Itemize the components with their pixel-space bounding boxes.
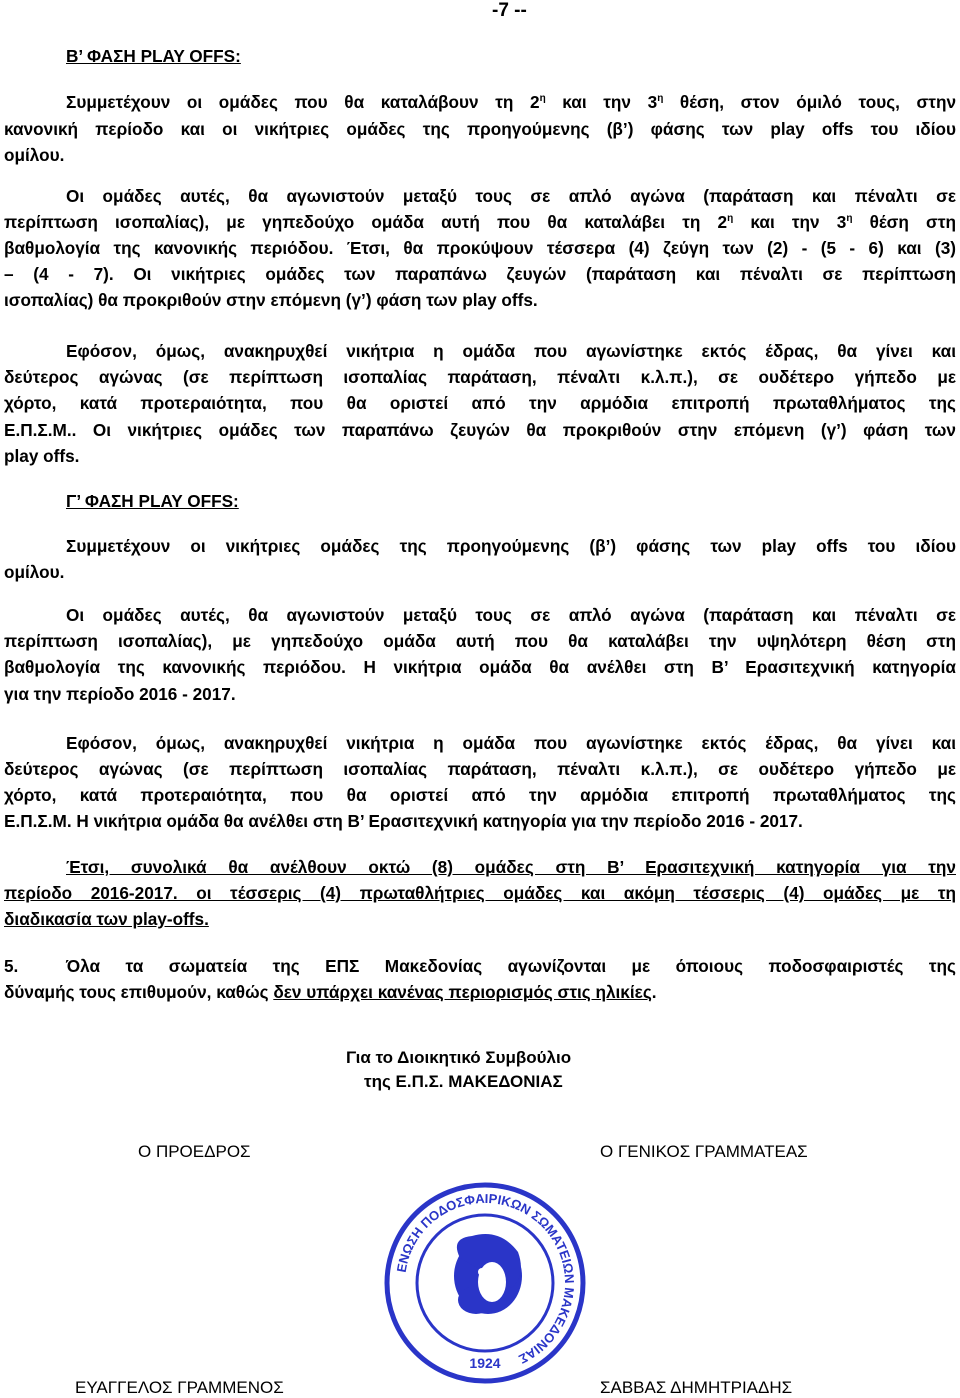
sec-c-p2-line: περίπτωση ισοπαλίας), με γηπεδούχο ομάδα αυτή που θα καταλάβει την υψηλότερη θέση στη: [4, 631, 956, 651]
sec-b-p2-line: – (4 - 7). Οι νικήτριες ομάδες των παραπάνω ζευγών (παράταση και πέναλτι σε περίπτωση: [4, 264, 956, 284]
seal-head-highlights: [478, 1262, 506, 1302]
sec-b-p3-line: Ε.Π.Σ.Μ.. Οι νικήτριες ομάδες των παραπάνω ζευγών θα προκριθούν στην επόμενη (γ’) φάση των: [4, 420, 956, 440]
sec-c-p3-line: χόρτο, κατά προτεραιότητα, που θα οριστεί από την αρμόδια επιτροπή πρωταθλήματος της: [4, 785, 956, 805]
secretary-name: ΣΑΒΒΑΣ ΔΗΜΗΤΡΙΑΔΗΣ: [600, 1378, 793, 1397]
sec-c-p1-line: Συμμετέχουν οι νικήτριες ομάδες της προηγούμενης (β’) φάσης των play offs του ιδίου: [66, 536, 956, 556]
section-c-heading: Γ’ ΦΑΣΗ PLAY OFFS:: [66, 491, 239, 511]
sec-b-p1-line: Συμμετέχουν οι ομάδες που θα καταλάβουν τη $2^\eta$ και την $3^\eta$ θέση, στον όμιλό τους, στην: [66, 92, 957, 112]
signature-board-line: Για το Διοικητικό Συμβούλιο: [346, 1048, 572, 1067]
summary-line: περίοδο 2016-2017. οι τέσσερις (4) πρωταθλήτριες ομάδες και ακόμη τέσσερις (4) ομάδες με τη: [4, 883, 956, 903]
sec-b-p1-line: ομίλου.: [4, 145, 65, 165]
sec-b-p3-line: Εφόσον, όμως, ανακηρυχθεί νικήτρια η ομάδα που αγωνίστηκε εκτός έδρας, θα γίνει και: [66, 341, 956, 361]
signature-association-line: της Ε.Π.Σ. ΜΑΚΕΔΟΝΙΑΣ: [364, 1072, 563, 1091]
sec-c-p3-line: Εφόσον, όμως, ανακηρυχθεί νικήτρια η ομάδα που αγωνίστηκε εκτός έδρας, θα γίνει και: [66, 733, 956, 753]
sec-b-p2-line: περίπτωση ισοπαλίας), με γηπεδούχο ομάδα αυτή που θα καταλάβει τη $2^\eta$ και την $3^\eta$ θέση στη: [4, 212, 956, 232]
section-b-heading: Β’ ΦΑΣΗ PLAY OFFS:: [66, 46, 241, 66]
president-name: ΕΥΑΓΓΕΛΟΣ ΓΡΑΜΜΕΝΟΣ: [75, 1378, 284, 1397]
seal-year: 1924: [469, 1355, 501, 1371]
sec-b-p2-line: βαθμολογία της κανονικής περιόδου. Έτσι, θα προκύψουν τέσσερα (4) ζεύγη των (2) - (5 - 6) και (3): [4, 238, 956, 258]
summary-line: διαδικασία των play-offs.: [4, 909, 209, 929]
sec-c-p3-line: δεύτερος αγώνας (σε περίπτωση ισοπαλίας παράταση, πέναλτι κ.λ.π.), σε ουδέτερο γήπεδο με: [4, 759, 956, 779]
item-5-line: Όλα τα σωματεία της ΕΠΣ Μακεδονίας αγωνίζονται με όποιους ποδοσφαιριστές της: [66, 956, 956, 976]
sec-c-p2-line: για την περίοδο 2016 - 2017.: [4, 684, 236, 704]
sec-c-p2-line: Οι ομάδες αυτές, θα αγωνιστούν μεταξύ τους σε απλό αγώνα (παράταση και πέναλτι σε: [66, 605, 956, 625]
sec-b-p3-line: δεύτερος αγώνας (σε περίπτωση ισοπαλίας παράταση, πέναλτι κ.λ.π.), σε ουδέτερο γήπεδο με: [4, 367, 956, 387]
secretary-title: Ο ΓΕΝΙΚΟΣ ΓΡΑΜΜΑΤΕΑΣ: [600, 1142, 808, 1161]
sec-c-p2-line: βαθμολογία της κανονικής περιόδου. Η νικήτρια ομάδα θα ανέλθει στη Β’ Ερασιτεχνική κατηγορία: [4, 657, 956, 677]
sec-b-p1-line: κανονική περίοδο και οι νικήτριες ομάδες της προηγούμενης (β’) φάσης των play offs του ιδίου: [4, 119, 956, 139]
item-5-number: 5.: [4, 956, 19, 976]
association-seal: [380, 1178, 590, 1388]
sec-b-p3-line: play offs.: [4, 446, 80, 466]
sec-c-p1-line: ομίλου.: [4, 562, 65, 582]
sec-b-p2-line: Οι ομάδες αυτές, θα αγωνιστούν μεταξύ τους σε απλό αγώνα (παράταση και πέναλτι σε: [66, 186, 956, 206]
summary-line: Έτσι, συνολικά θα ανέλθουν οκτώ (8) ομάδες στη Β’ Ερασιτεχνική κατηγορία για την: [66, 857, 956, 877]
sec-b-p2-line: ισοπαλίας) θα προκριθούν στην επόμενη (γ’) φάση των play offs.: [4, 290, 538, 310]
sec-c-p3-line: Ε.Π.Σ.Μ. Η νικήτρια ομάδα θα ανέλθει στη Β’ Ερασιτεχνική κατηγορία για την περίοδο 2016 - 2017.: [4, 811, 803, 831]
page-number: -7 --: [492, 0, 527, 21]
seal-ring-text: ΕΝΩΣΗ ΠΟΔΟΣΦΑΙΡΙΚΩΝ ΣΩΜΑΤΕΙΩΝ ΜΑΚΕΔΟΝΙΑΣ: [393, 1190, 578, 1367]
sec-b-p3-line: χόρτο, κατά προτεραιότητα, που θα οριστεί από την αρμόδια επιτροπή πρωταθλήματος της: [4, 393, 956, 413]
item-5-line: δύναμής τους επιθυμούν, καθώς δεν υπάρχει κανένας περιορισμός στις ηλικίες.: [4, 982, 657, 1002]
president-title: Ο ΠΡΟΕΔΡΟΣ: [138, 1142, 251, 1161]
